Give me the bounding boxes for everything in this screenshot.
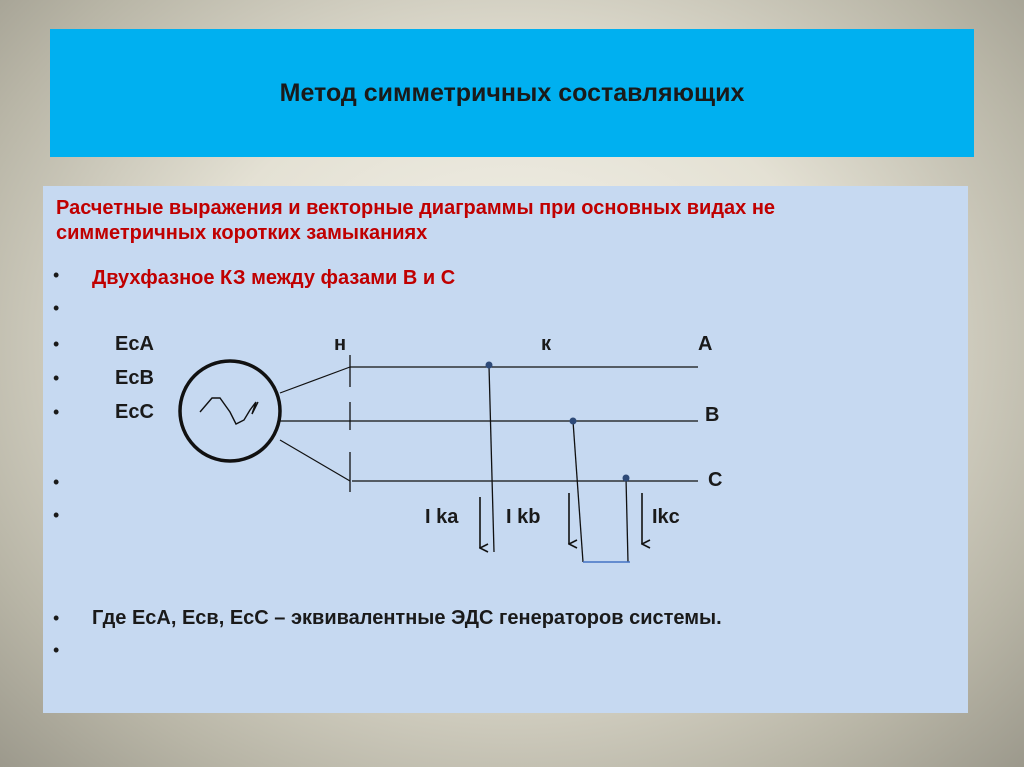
label-ecc: EcC [115, 401, 154, 423]
label-phase-b: B [705, 404, 720, 426]
intro-line-1: Расчетные выражения и векторные диаграммы при основных видах не [56, 197, 776, 219]
label-i-kc: Ikc [652, 506, 680, 528]
bullet-5: • [53, 402, 60, 422]
label-node-k: к [541, 333, 552, 355]
label-eca: EcA [115, 333, 154, 355]
label-i-ka: I ka [425, 506, 459, 528]
label-phase-a: A [698, 333, 713, 355]
bullet-6: • [53, 472, 60, 492]
bullet-9: • [53, 640, 60, 660]
label-node-n: н [334, 333, 347, 355]
bullet-1: • [53, 265, 60, 285]
bullet-text-1: Двухфазное КЗ между фазами В и С [92, 267, 456, 289]
title-bar [50, 29, 974, 157]
bullet-4: • [53, 368, 60, 388]
bullet-8: • [53, 608, 60, 628]
label-i-kb: I kb [506, 506, 541, 528]
bullet-7: • [53, 505, 60, 525]
label-phase-c: C [708, 469, 723, 491]
label-ecb: EcB [115, 367, 154, 389]
intro-line-2: симметричных коротких замыканиях [56, 222, 428, 244]
bullet-2: • [53, 298, 60, 318]
slide-title: Метод симметричных составляющих [279, 78, 745, 107]
bullet-3: • [53, 334, 60, 354]
bottom-bullet-text: Где EcA, Ecв, EcC – эквивалентные ЭДС генераторов системы. [92, 607, 722, 629]
